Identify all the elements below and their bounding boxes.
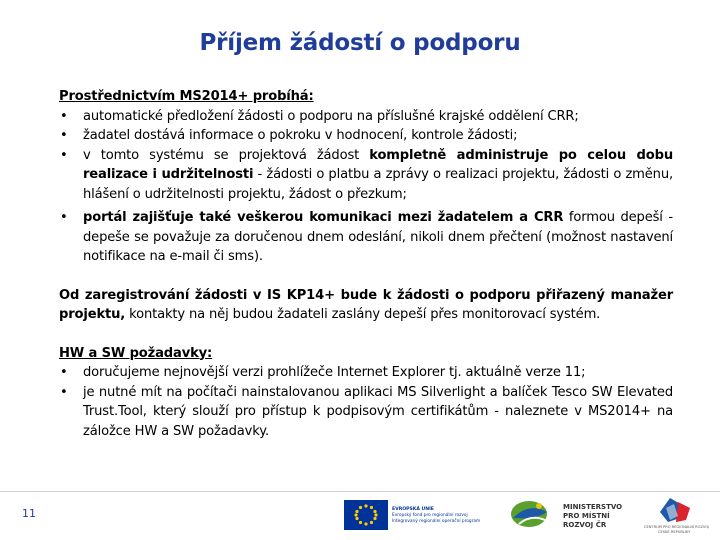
svg-text:PRO MÍSTNÍ: PRO MÍSTNÍ xyxy=(563,512,610,520)
list-item-text: doručujeme nejnovější verzi prohlížeče Internet Explorer tj. aktuálně verze 11; xyxy=(83,365,586,380)
list-item-bold-text: kompletně administruje po celou dobu realizace i udržitelnosti xyxy=(83,147,673,182)
crr-logo xyxy=(640,494,716,536)
list-item-text: automatické předložení žádosti o podporu na příslušné krajské oddělení CRR; xyxy=(83,108,579,124)
svg-text:Integrovaný regionální operačn: Integrovaný regionální operační program xyxy=(392,519,481,524)
list-item xyxy=(59,146,673,205)
crr-emblem-icon xyxy=(640,494,716,536)
section2-heading: HW a SW požadavky: xyxy=(59,345,213,361)
bullet-icon: • xyxy=(60,147,68,163)
eu-flag-icon xyxy=(342,494,492,536)
svg-text:Evropský fond pro regionální r: Evropský fond pro regionální rozvoj xyxy=(392,513,468,518)
manager-paragraph xyxy=(59,286,673,325)
footer-divider xyxy=(0,491,720,492)
bullet-icon: • xyxy=(60,128,68,143)
list-item-bold-text: portál zajišťuje také veškerou komunikaci mezi žadatelem a CRR xyxy=(83,210,564,225)
ministry-emblem-icon xyxy=(505,494,635,536)
list-item-text: - žádosti o platbu a zprávy o realizaci projektu, žádosti o změnu, hlášení o udržitelnosti projektu, žádost o přezkum; xyxy=(83,167,673,202)
list-item xyxy=(59,126,673,146)
paragraph-bold-text: Od zaregistrování žádosti v IS KP14+ bude k žádosti o podporu přiřazený manažer projektu, xyxy=(59,287,673,322)
bullet-icon: • xyxy=(60,210,68,225)
bullet-icon: • xyxy=(60,384,68,400)
list-item-text: formou depeší - depeše se považuje za doručenou dnem odeslání, nikoli dnem přečtení (možnost nastavení notifikace na e-mail či sms). xyxy=(83,210,673,264)
eu-logo xyxy=(342,494,492,536)
list-item-text: v tomto systému se projektová žádost xyxy=(83,147,370,163)
list-item xyxy=(59,383,673,442)
section1-list xyxy=(59,107,673,267)
svg-text:ROZVOJ ČR: ROZVOJ ČR xyxy=(563,521,607,529)
svg-text:ČESKÉ REPUBLIKY: ČESKÉ REPUBLIKY xyxy=(658,530,691,534)
svg-text:CENTRUM PRO REGIONÁLNÍ ROZVOJ: CENTRUM PRO REGIONÁLNÍ ROZVOJ xyxy=(644,525,710,529)
svg-text:EVROPSKÁ UNIE: EVROPSKÁ UNIE xyxy=(392,507,434,512)
paragraph-text: kontakty na něj budou žadateli zaslány depeší přes monitorovací systém. xyxy=(125,307,601,322)
section2 xyxy=(59,344,673,442)
slide-title: Příjem žádostí o podporu xyxy=(199,30,521,56)
slide-content xyxy=(59,87,673,441)
list-item-text: žadatel dostává informace o pokroku v hodnocení, kontrole žádosti; xyxy=(83,128,518,143)
bullet-icon: • xyxy=(60,108,68,124)
ministry-logo xyxy=(505,494,635,536)
page-number: 11 xyxy=(22,507,36,520)
bullet-icon: • xyxy=(60,365,68,380)
list-item xyxy=(59,363,673,383)
list-item xyxy=(59,107,673,127)
svg-text:MINISTERSTVO: MINISTERSTVO xyxy=(563,503,623,511)
section2-list xyxy=(59,363,673,441)
section1-heading: Prostřednictvím MS2014+ probíhá: xyxy=(59,89,314,104)
list-item-text: je nutné mít na počítači nainstalovanou aplikaci MS Silverlight a balíček Tesco SW Elevated Trust.Tool, který slouží pro přístup k podpisovým certifikátům - naleznete v MS2014+ na záložce HW a SW požadavky. xyxy=(83,384,673,439)
list-item xyxy=(59,208,673,267)
